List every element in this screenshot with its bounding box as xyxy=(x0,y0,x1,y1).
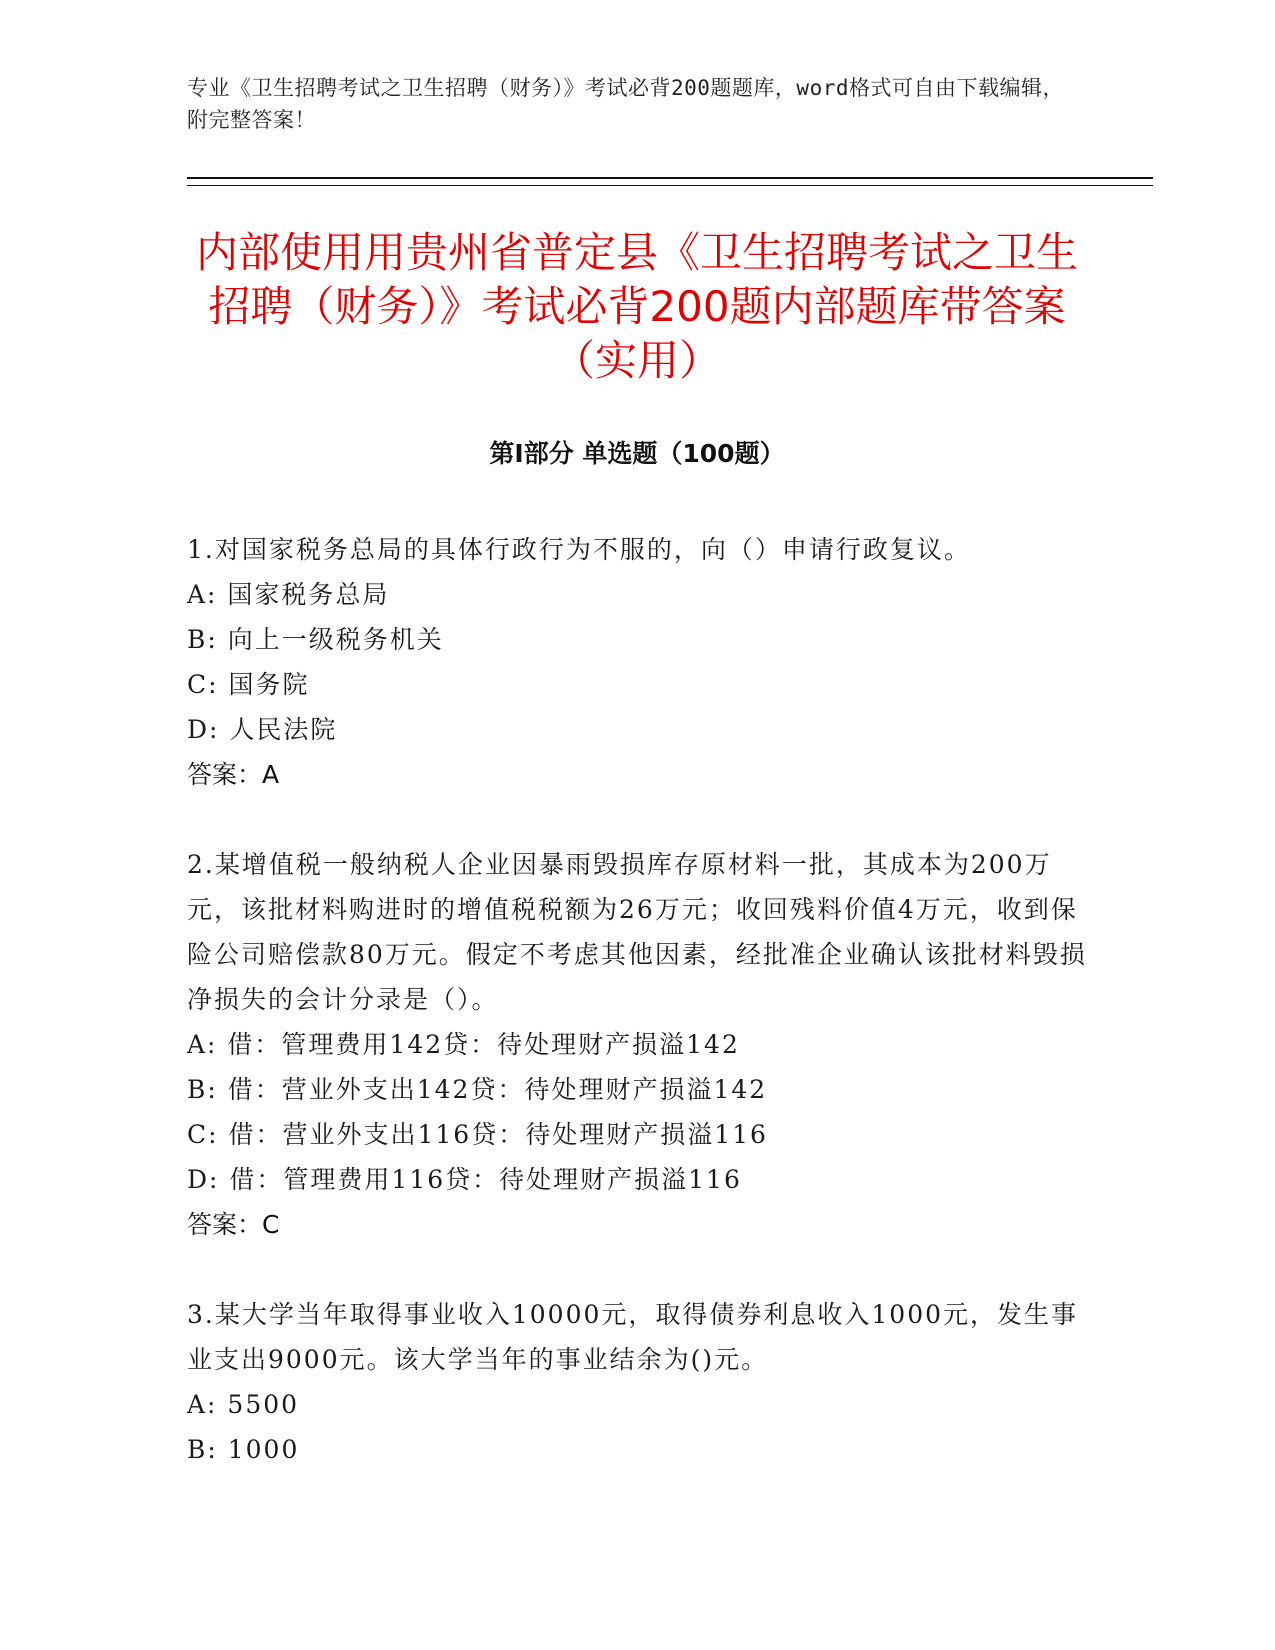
option-a: A: 国家税务总局 xyxy=(187,580,390,609)
option-d: D: 人民法院 xyxy=(187,715,338,744)
section-title: 第I部分 单选题（100题） xyxy=(489,439,785,468)
option-a: A: 5500 xyxy=(187,1390,300,1419)
option-c: C: 借：营业外支出116贷：待处理财产损溢116 xyxy=(187,1120,768,1149)
question-1 xyxy=(187,527,1087,797)
option-b: B: 向上一级税务机关 xyxy=(187,625,444,654)
question-spacer xyxy=(187,797,1087,842)
option-c: C: 国务院 xyxy=(187,670,310,699)
document-title: 内部使用用贵州省普定县《卫生招聘考试之卫生招聘（财务）》考试必背200题内部题库带答案（实用） xyxy=(195,228,1078,385)
question-stem: 3.某大学当年取得事业收入10000元，取得债券利息收入1000元，发生事业支出9000元。该大学当年的事业结余为()元。 xyxy=(187,1300,1079,1374)
header-rule-thick xyxy=(187,177,1153,179)
question-2 xyxy=(187,842,1087,1247)
option-b: B: 借：营业外支出142贷：待处理财产损溢142 xyxy=(187,1075,768,1104)
question-list xyxy=(187,527,1087,1472)
question-stem: 1.对国家税务总局的具体行政行为不服的，向（）申请行政复议。 xyxy=(187,535,971,564)
question-3 xyxy=(187,1292,1087,1472)
question-spacer xyxy=(187,1247,1087,1292)
answer: 答案：C xyxy=(187,1210,280,1239)
option-b: B: 1000 xyxy=(187,1435,300,1464)
question-stem: 2.某增值税一般纳税人企业因暴雨毁损库存原材料一批，其成本为200万元，该批材料购进时的增值税税额为26万元；收回残料价值4万元，收到保险公司赔偿款80万元。假定不考虑其他因素，经批准企业确认该批材料毁损净损失的会计分录是（）。 xyxy=(187,850,1087,1014)
header-rule-thin xyxy=(187,185,1153,186)
option-a: A: 借：管理费用142贷：待处理财产损溢142 xyxy=(187,1030,740,1059)
option-d: D: 借：管理费用116贷：待处理财产损溢116 xyxy=(187,1165,742,1194)
answer: 答案：A xyxy=(187,760,280,789)
header-note: 专业《卫生招聘考试之卫生招聘（财务）》考试必背200题题库，word格式可自由下载编辑，附完整答案！ xyxy=(187,76,1064,132)
